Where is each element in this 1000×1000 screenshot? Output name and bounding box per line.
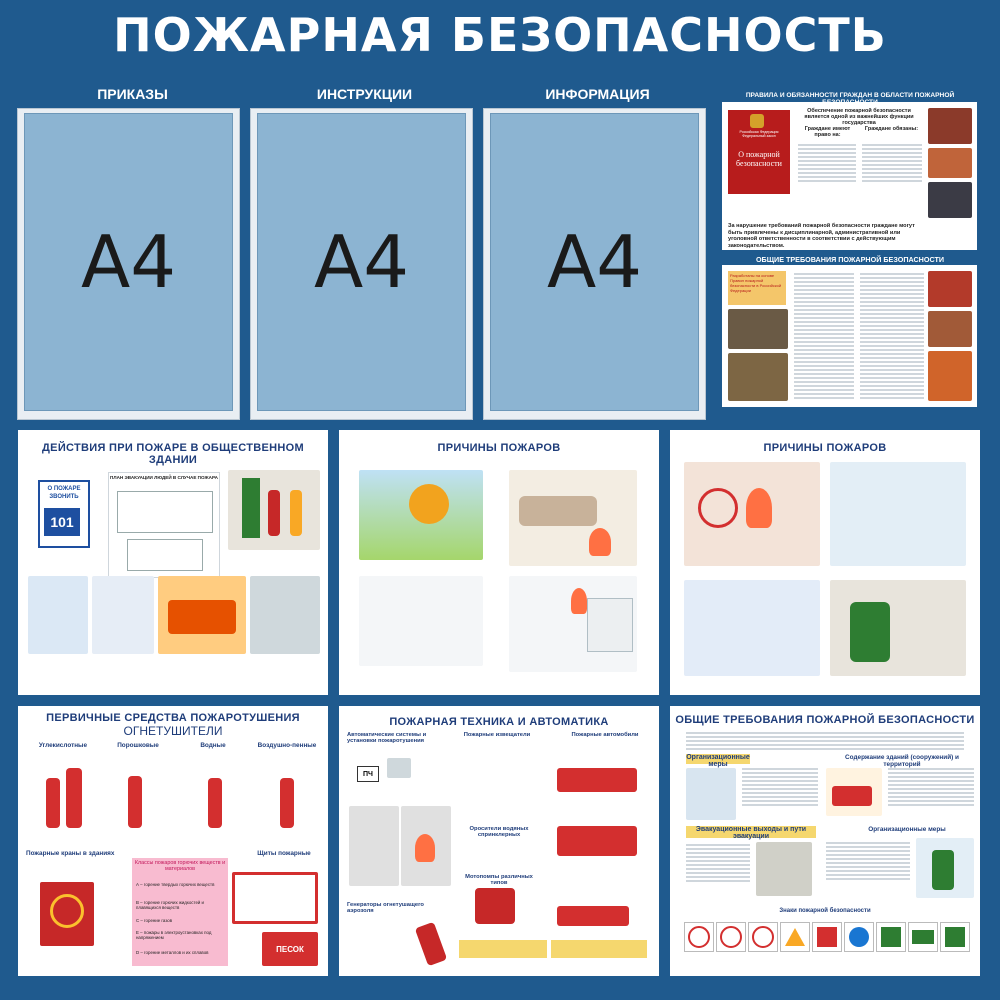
general-req-panel bbox=[722, 265, 977, 407]
pocket-window bbox=[490, 113, 699, 411]
warning-sign-icon bbox=[780, 922, 810, 952]
exit-arrow-sign-icon bbox=[908, 922, 938, 952]
person-evacuating-illustration bbox=[250, 576, 320, 654]
fireplace-illustration bbox=[684, 462, 820, 566]
fire-rescue-photo bbox=[928, 148, 972, 178]
pocket-instructions[interactable] bbox=[250, 108, 473, 420]
welder-illustration bbox=[830, 580, 966, 676]
fire-station-box: ПЧ bbox=[357, 766, 379, 782]
fire-truck-icon bbox=[557, 906, 629, 926]
book-title: О пожарной безопасности bbox=[736, 150, 782, 168]
firefighter-photo bbox=[928, 108, 972, 144]
welder-icon bbox=[932, 850, 954, 890]
org-lines bbox=[742, 766, 818, 808]
class-d: D – горение металлов и их сплавов bbox=[136, 950, 209, 955]
fire-hydrant-sign-icon bbox=[844, 922, 874, 952]
rights-intro: Обеспечение пожарной безопасности является одной из важнейших функции государства bbox=[804, 108, 914, 126]
aerosol-label: Генераторы огнетушащего аэрозоля bbox=[347, 902, 424, 914]
person-icon bbox=[268, 490, 280, 536]
welder-icon bbox=[850, 602, 890, 662]
fire-truck-illustration bbox=[158, 576, 246, 654]
flame-icon bbox=[589, 528, 611, 556]
org-measures-label: Организационные меры bbox=[686, 754, 750, 768]
sign-line2: ЗВОНИТЬ bbox=[49, 494, 79, 500]
room-fire-diagram bbox=[401, 806, 451, 886]
vehicles-label: Пожарные автомобили bbox=[571, 732, 639, 738]
class-e: Е – пожары в электроустановках под напряжением bbox=[136, 930, 212, 940]
class-a: А – горение твердых горючих веществ bbox=[136, 882, 215, 887]
aerosol-generator-icon bbox=[415, 922, 447, 966]
panel-title: ПРИЧИНЫ ПОЖАРОВ bbox=[437, 442, 561, 454]
aerial-ladder-illustration bbox=[551, 882, 647, 932]
floor-plan-icon bbox=[117, 491, 213, 533]
pocket-window bbox=[257, 113, 466, 411]
panel-fire-tech bbox=[339, 706, 659, 976]
flame-icon bbox=[746, 488, 772, 528]
org-measures-2-label: Организационные меры bbox=[868, 826, 946, 833]
corridor-illustration bbox=[756, 842, 812, 896]
tech-note-left bbox=[459, 940, 547, 958]
emergency-exit-sign-icon bbox=[876, 922, 906, 952]
shields-label: Щиты пожарные bbox=[257, 850, 311, 857]
person-at-door-illustration bbox=[228, 470, 320, 550]
rights-heading: ПРАВИЛА И ОБЯЗАННОСТИ ГРАЖДАН В ОБЛАСТИ ПОЖАРНОЙ bbox=[745, 92, 955, 99]
book-top: Российская Федерация Федеральный закон bbox=[739, 130, 779, 138]
firefighters-photo bbox=[928, 182, 972, 218]
plan-legend bbox=[127, 539, 203, 571]
org2-lines bbox=[826, 840, 910, 882]
page-title: ПОЖАРНАЯ БЕЗОПАСНОСТЬ bbox=[113, 8, 887, 62]
panel-fire-causes-1 bbox=[339, 430, 659, 695]
tree-crown-icon bbox=[409, 484, 449, 524]
panel-title: ПЕРВИЧНЫЕ СРЕДСТВА ПОЖАРОТУШЕНИЯ bbox=[46, 712, 300, 724]
panel-title: ПРИЧИНЫ ПОЖАРОВ bbox=[763, 442, 887, 454]
fire-truck-icon bbox=[832, 786, 872, 806]
hose-reel-icon bbox=[50, 894, 84, 928]
a4-label: А4 bbox=[80, 220, 177, 304]
pocket-information[interactable] bbox=[483, 108, 706, 420]
smoke-photo bbox=[728, 309, 788, 349]
motor-pump-icon bbox=[475, 888, 515, 924]
welder-illustration bbox=[916, 838, 974, 898]
panel-title: ПОЖАРНАЯ ТЕХНИКА И АВТОМАТИКА bbox=[389, 716, 609, 728]
tanker-truck-illustration bbox=[551, 816, 647, 864]
class-c: С – горение газов bbox=[136, 918, 173, 923]
pocket-window bbox=[24, 113, 233, 411]
classes-title: Классы пожаров горючих веществ и материалов bbox=[134, 860, 226, 872]
general-intro-lines bbox=[686, 730, 964, 752]
person-icon bbox=[290, 490, 302, 536]
sand-box: ПЕСОК bbox=[262, 932, 318, 966]
rights-text-lines bbox=[798, 142, 856, 184]
class-b: В – горение горючих жидкостей и плавящихся веществ bbox=[136, 900, 205, 910]
heater-icon bbox=[587, 598, 633, 652]
computer-icon bbox=[387, 758, 411, 778]
forest-fire-photo bbox=[728, 353, 788, 401]
plan-title: ПЛАН ЭВАКУАЦИИ ЛЮДЕЙ В СЛУЧАЕ ПОЖАРА bbox=[110, 475, 218, 480]
panel-fire-actions bbox=[18, 430, 328, 695]
pocket-label-instructions: ИНСТРУКЦИИ bbox=[316, 86, 413, 102]
sprinklers-label: Оросители водяных спринклерных bbox=[469, 826, 529, 838]
fire-truck-icon bbox=[557, 768, 637, 792]
ladder-truck-illustration bbox=[551, 750, 647, 798]
flame-icon bbox=[571, 588, 587, 614]
pocket-label-information: ИНФОРМАЦИЯ bbox=[545, 86, 650, 102]
hydrants-label: Пожарные краны в зданиях bbox=[26, 850, 115, 857]
a4-label: А4 bbox=[546, 220, 643, 304]
flame-icon bbox=[415, 834, 435, 862]
person-extinguisher-illustration bbox=[92, 576, 154, 654]
buildings-label: Содержание зданий (сооружений) и территорий bbox=[845, 754, 959, 768]
general-text-lines-1 bbox=[794, 271, 854, 401]
no-water-sign-icon bbox=[748, 922, 778, 952]
children-fire-illustration bbox=[684, 580, 820, 676]
panel-title: ДЕЙСТВИЯ ПРИ ПОЖАРЕ В ОБЩЕСТВЕННОМ ЗДАНИИ bbox=[42, 442, 304, 466]
sign-line1: О ПОЖАРЕ bbox=[47, 486, 81, 492]
person-fire-alarm-illustration bbox=[28, 576, 88, 654]
extinguisher-icon bbox=[128, 776, 142, 828]
panel-title: ОБЩИЕ ТРЕБОВАНИЯ ПОЖАРНОЙ БЕЗОПАСНОСТИ bbox=[675, 714, 975, 726]
buildings-lines bbox=[888, 766, 974, 808]
appliances-illustration bbox=[359, 576, 483, 666]
evac-label: Эвакуационные выходы и пути эвакуации bbox=[686, 826, 816, 838]
firefighter-smoke-photo bbox=[928, 271, 972, 307]
fire-truck-icon bbox=[557, 826, 637, 856]
pumps-label: Мотопомпы различных типов bbox=[465, 874, 533, 886]
office-illustration bbox=[686, 768, 736, 820]
sofa-fire-illustration bbox=[509, 470, 637, 566]
no-smoking-sign-icon bbox=[684, 922, 714, 952]
room-diagram bbox=[349, 806, 399, 886]
a4-label: А4 bbox=[313, 220, 410, 304]
evac-lines bbox=[686, 842, 750, 884]
type-co2: Углекислотные bbox=[38, 742, 88, 749]
fire-classes-box bbox=[132, 858, 228, 966]
gas-cylinder-illustration bbox=[830, 462, 966, 566]
rights-col1: Граждане имеют право на: bbox=[804, 126, 851, 138]
fire-shield-icon bbox=[232, 872, 318, 924]
tech-note-right bbox=[551, 940, 647, 958]
detectors-label: Пожарные извещатели bbox=[463, 732, 531, 738]
rights-footer: За нарушение требований пожарной безопасности граждане могут быть привлечены к дисциплинарной, административной или уголовной ответственности в соответствии с действующим законодательством. bbox=[728, 223, 915, 249]
exit-door-icon bbox=[242, 478, 260, 538]
general-note: Разработаны на основе Правил пожарной безопасности в Российской Федерации bbox=[728, 271, 786, 305]
fire-truck-icon bbox=[168, 600, 236, 634]
pocket-orders[interactable] bbox=[17, 108, 240, 420]
tree-illustration bbox=[359, 470, 483, 560]
general-heading: ОБЩИЕ ТРЕБОВАНИЯ ПОЖАРНОЙ БЕЗОПАСНОСТИ bbox=[755, 255, 945, 264]
rights-panel bbox=[722, 102, 977, 250]
fire-scene-photo bbox=[928, 311, 972, 347]
panel-general-requirements bbox=[670, 706, 980, 976]
type-powder: Порошковые bbox=[117, 742, 159, 749]
type-water: Водные bbox=[200, 742, 226, 749]
burning-building-photo bbox=[928, 351, 972, 401]
fire-extinguisher-sign-icon bbox=[812, 922, 842, 952]
signs-title: Знаки пожарной безопасности bbox=[779, 908, 871, 914]
pocket-label-orders: ПРИКАЗЫ bbox=[97, 86, 168, 102]
general-text-lines-2 bbox=[860, 271, 924, 401]
exit-door-sign-icon bbox=[940, 922, 970, 952]
fire-hose-cabinet bbox=[40, 882, 94, 946]
law-book bbox=[728, 110, 790, 194]
duties-col2: Граждане обязаны: bbox=[864, 126, 919, 132]
heater-iron-illustration bbox=[509, 576, 637, 672]
extinguisher-icon bbox=[46, 778, 60, 828]
emergency-call-sign bbox=[38, 480, 90, 548]
emblem-icon bbox=[750, 114, 764, 128]
sign-number: 101 bbox=[44, 508, 80, 536]
extinguishers-subtitle: ОГНЕТУШИТЕЛИ bbox=[123, 724, 223, 738]
evacuation-plan bbox=[108, 472, 220, 578]
panel-primary-means bbox=[18, 706, 328, 976]
duties-text-lines bbox=[862, 142, 922, 184]
no-open-fire-sign-icon bbox=[716, 922, 746, 952]
sofa-icon bbox=[519, 496, 597, 526]
extinguisher-icon bbox=[66, 768, 82, 828]
truck-building-illustration bbox=[826, 768, 882, 816]
type-foam: Воздушно-пенные bbox=[257, 742, 317, 749]
extinguisher-icon bbox=[208, 778, 222, 828]
panel-fire-causes-2 bbox=[670, 430, 980, 695]
prohibition-icon bbox=[698, 488, 738, 528]
auto-systems-label: Автоматические системы и установки пожаротушения bbox=[347, 732, 427, 744]
extinguisher-icon bbox=[280, 778, 294, 828]
